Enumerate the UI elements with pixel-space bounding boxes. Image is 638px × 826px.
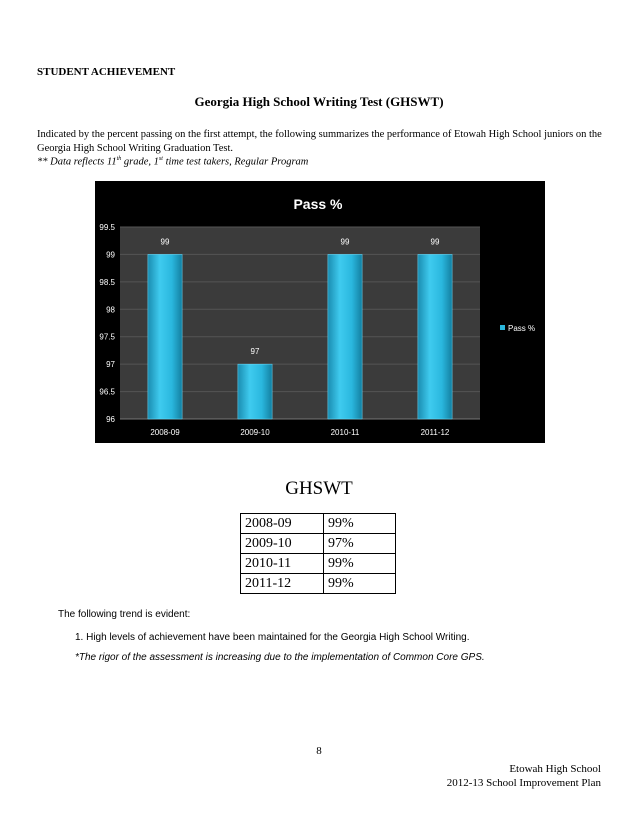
table-year-cell: 2009-10	[241, 534, 324, 554]
table-value-cell: 99%	[324, 554, 396, 574]
bar	[148, 254, 182, 419]
data-label: 99	[430, 237, 440, 247]
table-year-cell: 2008-09	[241, 514, 324, 534]
footer-school: Etowah High School	[509, 763, 601, 775]
table-value-cell: 99%	[324, 574, 396, 594]
table-year-cell: 2011-12	[241, 574, 324, 594]
footer	[447, 762, 601, 790]
results-table	[240, 513, 396, 594]
chart-title: Pass %	[293, 196, 343, 212]
table-value-cell: 99%	[324, 514, 396, 534]
trend-item: 1. High levels of achievement have been maintained for the Georgia High School Writing.	[75, 632, 470, 643]
y-tick-label: 99.5	[99, 223, 115, 232]
pass-percent-chart	[95, 181, 545, 443]
x-tick-label: 2010-11	[330, 428, 360, 437]
footer-plan: 2012-13 School Improvement Plan	[446, 777, 601, 789]
page-number: 8	[316, 745, 322, 757]
data-note: ** Data reflects 11th grade, 1st time test takers, Regular Program	[37, 156, 309, 168]
y-tick-label: 97.5	[99, 332, 115, 342]
table-row	[241, 514, 396, 534]
data-label: 99	[340, 237, 350, 247]
data-label: 97	[250, 347, 260, 357]
y-tick-label: 99	[106, 250, 115, 260]
x-tick-label: 2011-12	[420, 428, 450, 437]
legend-swatch	[500, 325, 505, 330]
table-year-cell: 2010-11	[241, 554, 324, 574]
document-title: Georgia High School Writing Test (GHSWT)	[194, 94, 444, 109]
bar	[328, 254, 362, 419]
x-tick-label: 2008-09	[150, 428, 180, 437]
bar	[238, 364, 272, 419]
bar	[418, 254, 452, 419]
y-tick-label: 98.5	[99, 277, 115, 287]
table-row	[241, 554, 396, 574]
y-tick-label: 96.5	[99, 387, 115, 397]
table-title: GHSWT	[285, 478, 353, 499]
table-row	[241, 534, 396, 554]
table-value-cell: 97%	[324, 534, 396, 554]
trend-intro: The following trend is evident:	[58, 609, 191, 620]
y-tick-label: 98	[106, 305, 115, 315]
y-tick-label: 96	[106, 415, 115, 424]
data-label: 99	[160, 237, 170, 247]
x-tick-label: 2009-10	[240, 428, 270, 437]
legend-label: Pass %	[508, 324, 536, 333]
section-heading: STUDENT ACHIEVEMENT	[37, 66, 176, 78]
y-tick-label: 97	[106, 360, 115, 370]
chart-svg	[95, 181, 545, 443]
intro-paragraph: Indicated by the percent passing on the first attempt, the following summarizes the performance of Etowah High School juniors on the Georgia High School Writing Graduation Test.	[37, 129, 602, 154]
trend-note: *The rigor of the assessment is increasing due to the implementation of Common Core GPS.	[75, 652, 485, 663]
table-row	[241, 574, 396, 594]
